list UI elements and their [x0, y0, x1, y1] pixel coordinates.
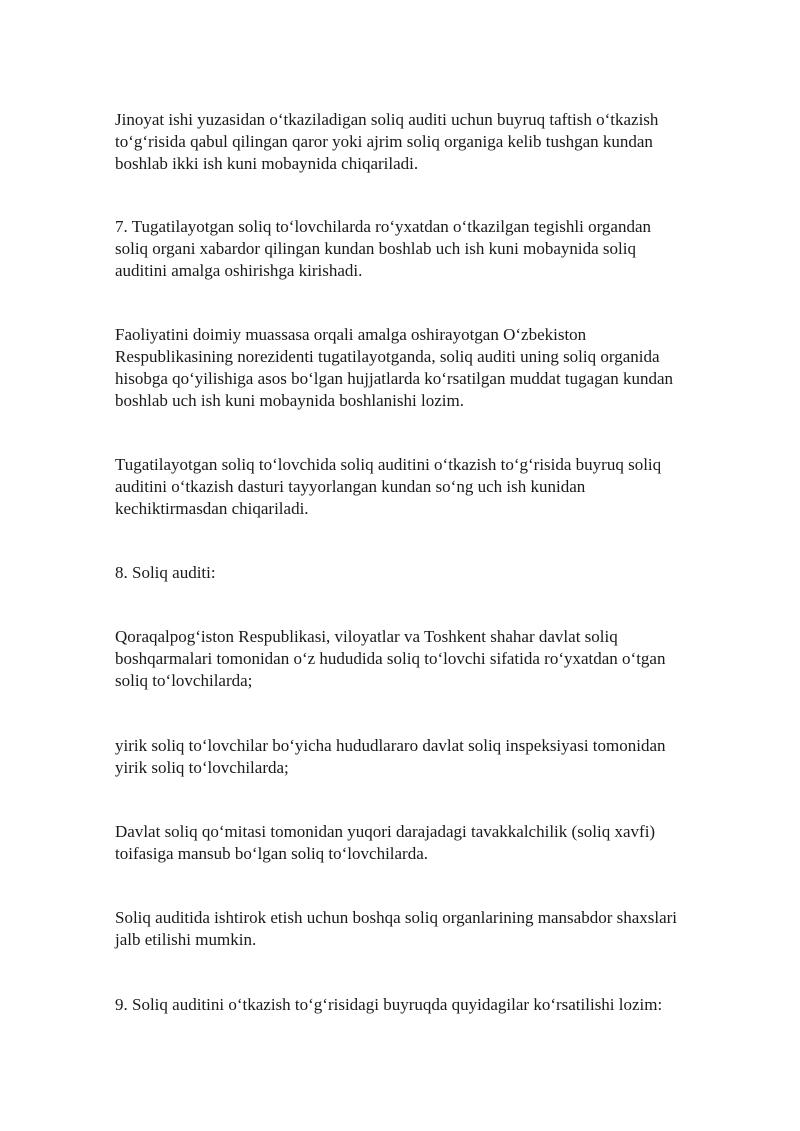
text-line: Soliq auditida ishtirok etish uchun boshqa soliq organlarining mansabdor shaxslari — [115, 908, 678, 927]
text-line: boshlab uch ish kuni mobaynida boshlanishi lozim. — [115, 391, 464, 410]
text-line: 8. Soliq auditi: — [115, 563, 216, 582]
text-line: toifasiga mansub bo‘lgan soliq to‘lovchilarda. — [115, 844, 429, 863]
text-line: yirik soliq to‘lovchilarda; — [115, 758, 289, 777]
paragraph-liquidation-order-timing — [115, 454, 755, 520]
paragraph-nonresident-liquidation — [115, 324, 755, 412]
paragraph-item-7 — [115, 216, 755, 282]
text-line: 9. Soliq auditini o‘tkazish to‘g‘risidagi buyruqda quyidagilar ko‘rsatilishi lozim: — [115, 995, 663, 1014]
text-line: jalb etilishi mumkin. — [115, 930, 257, 949]
paragraph-item-9 — [115, 994, 755, 1016]
text-line: Davlat soliq qo‘mitasi tomonidan yuqori darajadagi tavakkalchilik (soliq xavfi) — [115, 822, 656, 841]
text-line: Faoliyatini doimiy muassasa orqali amalga oshirayotgan O‘zbekiston — [115, 325, 587, 344]
text-line: yirik soliq to‘lovchilar bo‘yicha hududlararo davlat soliq inspeksiyasi tomonidan — [115, 736, 666, 755]
paragraph-criminal-case-audit-order — [115, 109, 755, 175]
paragraph-regional-administrations — [115, 626, 755, 692]
text-line: Tugatilayotgan soliq to‘lovchida soliq auditini o‘tkazish to‘g‘risida buyruq soliq — [115, 455, 662, 474]
text-line: to‘g‘risida qabul qilingan qaror yoki ajrim soliq organiga kelib tushgan kundan — [115, 132, 653, 151]
text-line: Qoraqalpog‘iston Respublikasi, viloyatlar va Toshkent shahar davlat soliq — [115, 627, 618, 646]
paragraph-state-tax-committee — [115, 821, 755, 865]
text-line: kechiktirmasdan chiqariladi. — [115, 499, 309, 518]
text-line: auditini amalga oshirishga kirishadi. — [115, 261, 363, 280]
text-line: Jinoyat ishi yuzasidan o‘tkaziladigan soliq auditi uchun buyruq taftish o‘tkazish — [115, 110, 659, 129]
text-line: auditini o‘tkazish dasturi tayyorlangan kundan so‘ng uch ish kunidan — [115, 477, 586, 496]
paragraph-other-officials-participation — [115, 907, 755, 951]
text-line: hisobga qo‘yilishiga asos bo‘lgan hujjatlarda ko‘rsatilgan muddat tugagan kundan — [115, 369, 674, 388]
text-line: 7. Tugatilayotgan soliq to‘lovchilarda ro‘yxatdan o‘tkazilgan tegishli organdan — [115, 217, 652, 236]
text-line: boshlab ikki ish kuni mobaynida chiqariladi. — [115, 154, 419, 173]
paragraph-item-8-heading — [115, 562, 755, 584]
paragraph-large-taxpayers-inspection — [115, 735, 755, 779]
text-line: soliq organi xabardor qilingan kundan boshlab uch ish kuni mobaynida soliq — [115, 239, 636, 258]
text-line: Respublikasining norezidenti tugatilayotganda, soliq auditi uning soliq organida — [115, 347, 660, 366]
text-line: boshqarmalari tomonidan o‘z hududida soliq to‘lovchi sifatida ro‘yxatdan o‘tgan — [115, 649, 666, 668]
text-line: soliq to‘lovchilarda; — [115, 671, 253, 690]
